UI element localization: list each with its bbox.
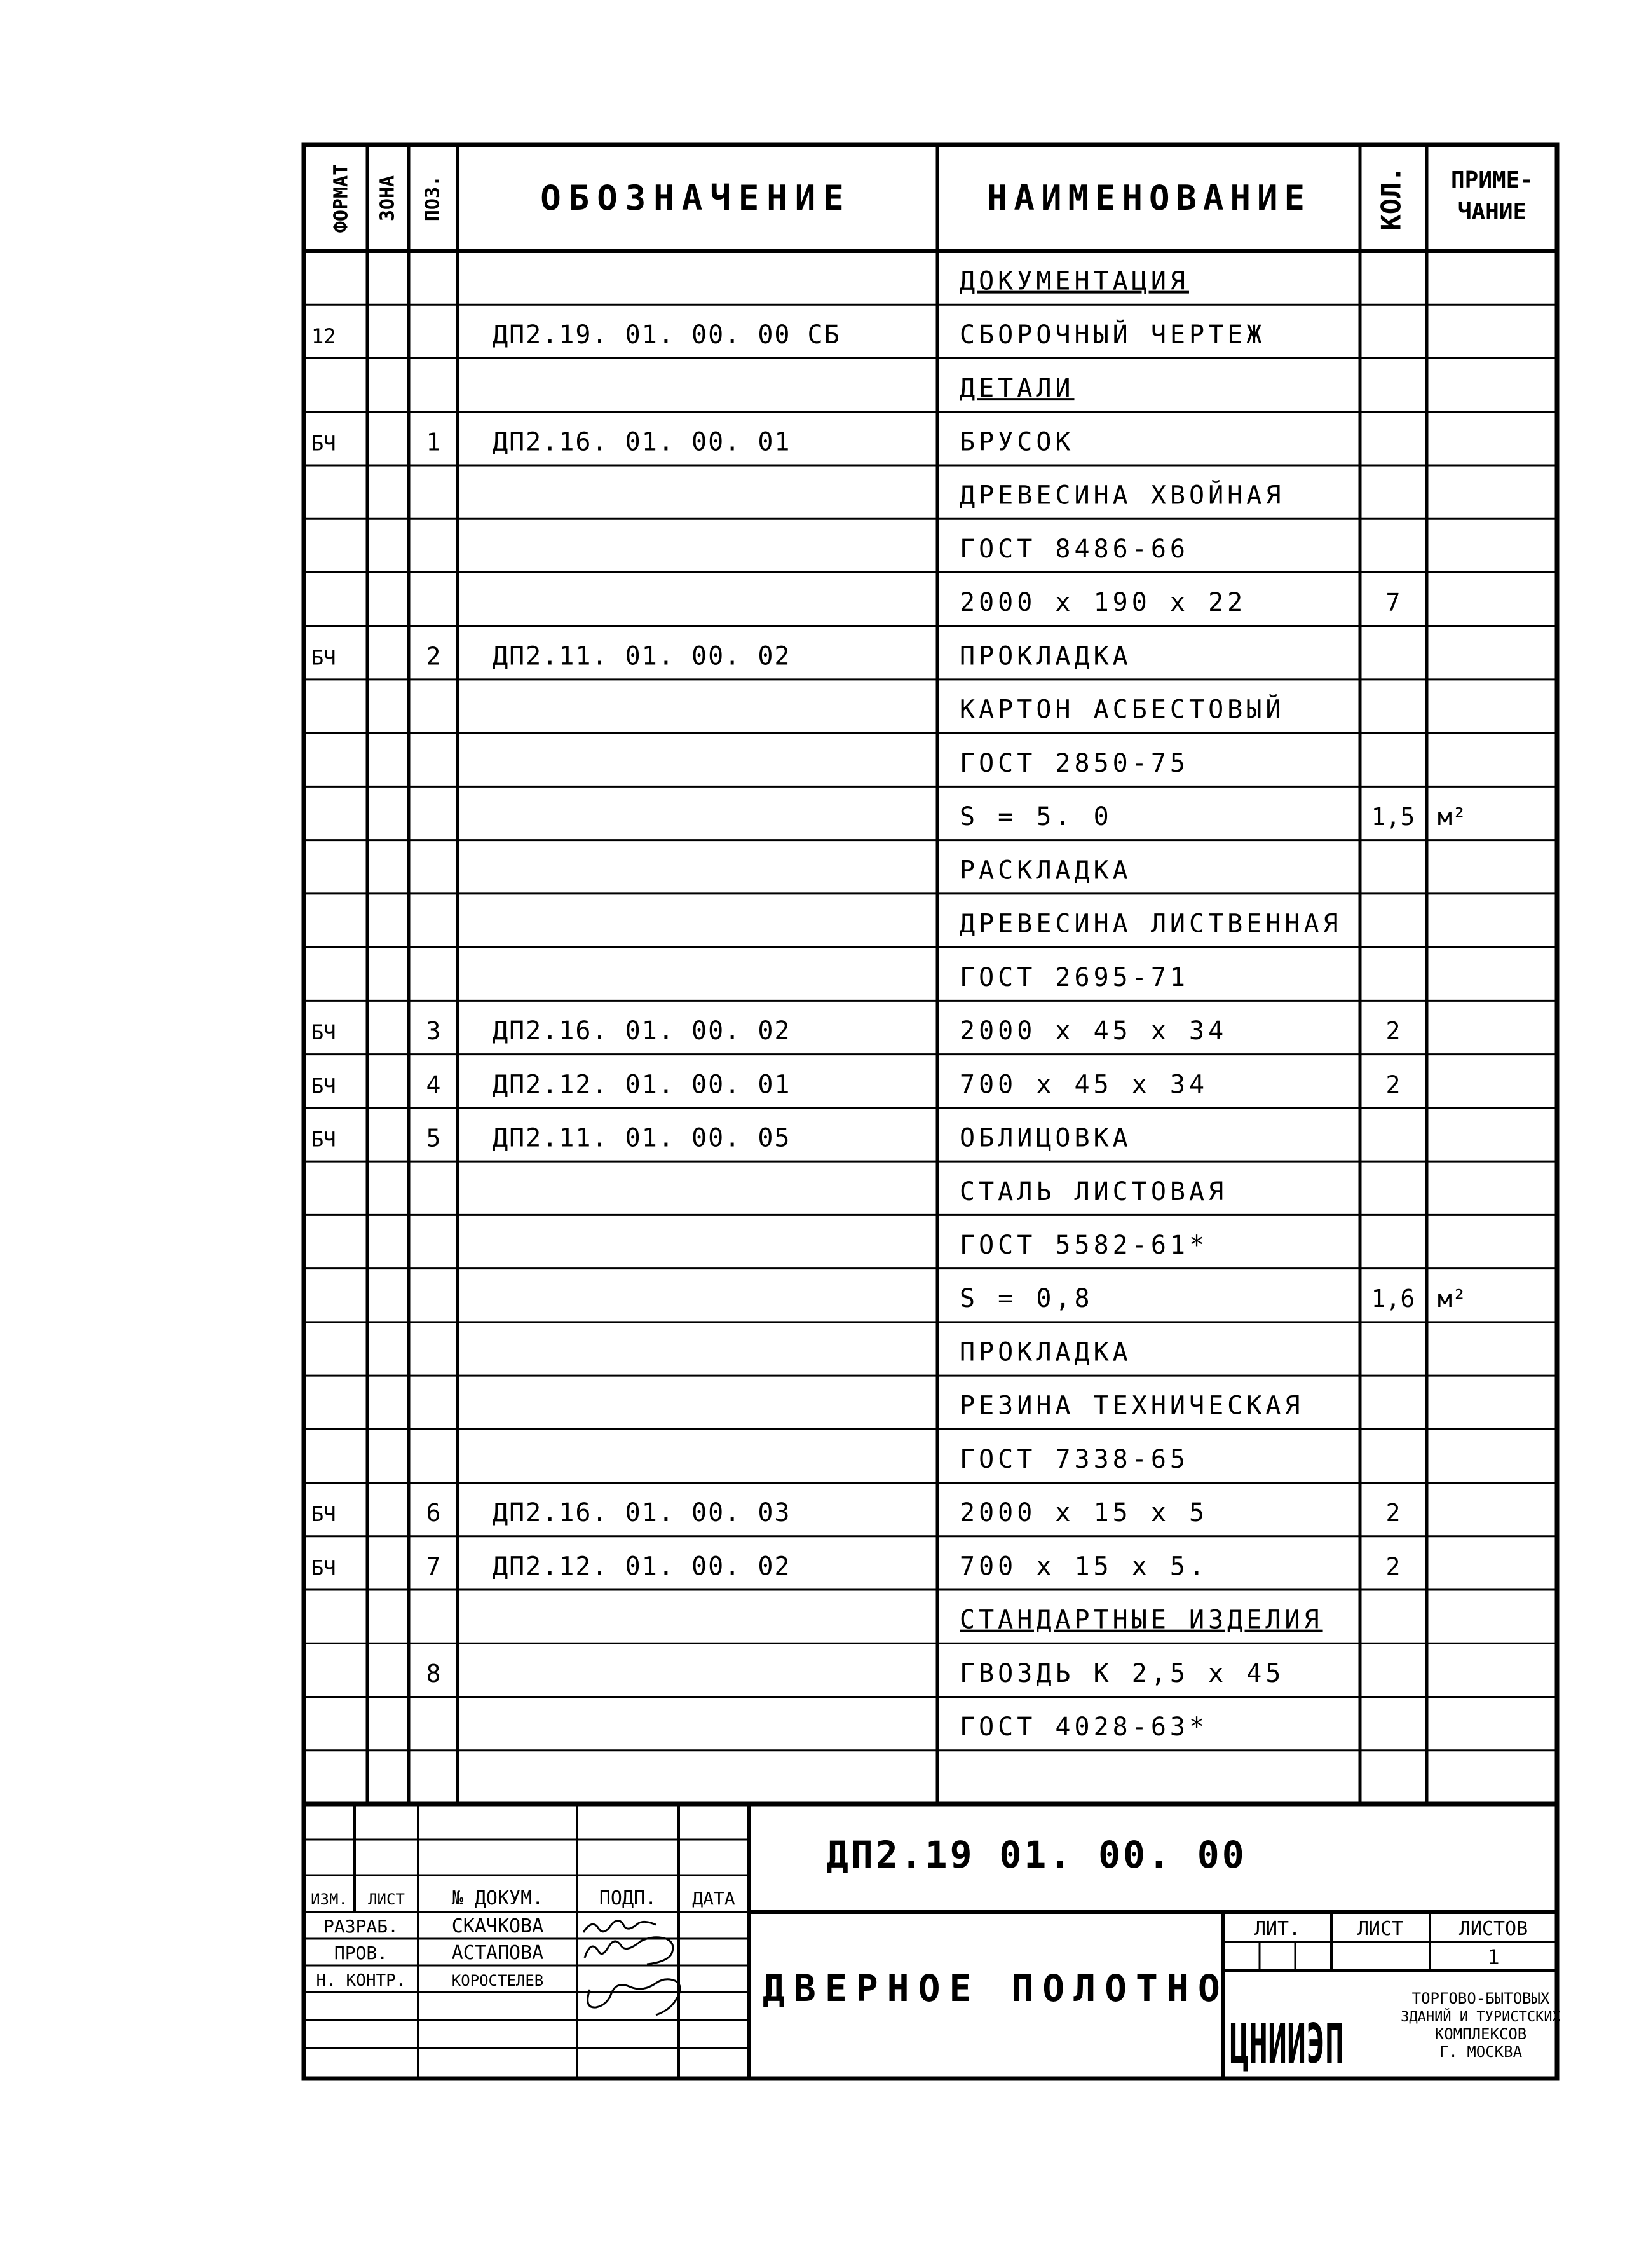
signature-developer <box>583 1920 656 1932</box>
cell-qty: 2 <box>1385 1070 1401 1099</box>
cell-format: БЧ <box>311 1127 336 1152</box>
header-note-line1: ПРИМЕ- <box>1450 167 1534 193</box>
name-checker: АСТАПОВА <box>451 1942 544 1964</box>
table-row <box>960 1337 1132 1367</box>
table-row <box>960 749 1189 778</box>
table-row <box>960 963 1189 992</box>
cell-name: ПРОКЛАДКА <box>960 641 1132 671</box>
cell-name: РАСКЛАДКА <box>960 856 1132 885</box>
cell-name: КАРТОН АСБЕСТОВЫЙ <box>960 695 1285 725</box>
cell-name: 2000 x 15 x 5 <box>960 1498 1209 1528</box>
header-note-line2: ЧАНИЕ <box>1457 199 1527 225</box>
org-line-1: ТОРГОВО-БЫТОВЫХ <box>1411 1990 1550 2007</box>
spec-header <box>330 164 1534 233</box>
cell-pos: 3 <box>426 1017 441 1046</box>
cell-format: БЧ <box>311 431 336 456</box>
cell-designation: ДП2.19. 01. 00. 00 СБ <box>493 320 841 350</box>
table-row <box>960 1712 1208 1742</box>
cell-name: S = 5. 0 <box>960 802 1113 832</box>
table-row <box>960 1445 1189 1474</box>
cell-pos: 6 <box>426 1499 441 1527</box>
cell-pos: 7 <box>426 1552 441 1581</box>
cell-note: м² <box>1438 803 1467 831</box>
cell-pos: 8 <box>426 1659 441 1688</box>
table-row <box>960 535 1189 564</box>
cell-name: СТАЛЬ ЛИСТОВАЯ <box>960 1177 1228 1206</box>
cell-format: БЧ <box>311 1074 336 1098</box>
cell-name: ГОСТ 2850-75 <box>960 748 1189 778</box>
table-row <box>960 1231 1208 1260</box>
table-row <box>426 1659 1285 1688</box>
document-title: ДВЕРНОЕ ПОЛОТНО <box>763 1967 1229 2010</box>
table-row <box>960 856 1132 885</box>
cell-name: ГОСТ 7338-65 <box>960 1444 1189 1474</box>
cell-name: ГВОЗДЬ К 2,5 x 45 <box>960 1658 1285 1688</box>
signatures <box>583 1920 680 2015</box>
org-logo: ЦНИИЭП <box>1230 2012 1344 2076</box>
col-date: ДАТА <box>692 1888 735 1909</box>
sheets-label: ЛИСТОВ <box>1458 1918 1528 1940</box>
cell-qty: 2 <box>1385 1017 1401 1046</box>
cell-format: БЧ <box>311 1502 336 1527</box>
cell-designation: ДП2.11. 01. 00. 02 <box>493 641 791 671</box>
cell-qty: 2 <box>1385 1552 1401 1581</box>
table-row <box>311 319 1265 350</box>
col-list: ЛИСТ <box>368 1890 405 1908</box>
signature-norm-control <box>588 1979 680 2015</box>
header-zone: ЗОНА <box>376 175 399 222</box>
col-izm: ИЗМ. <box>311 1890 348 1908</box>
header-name: НАИМЕНОВАНИЕ <box>986 178 1312 218</box>
cell-qty: 1,6 <box>1371 1285 1415 1313</box>
org-line-4: Г. МОСКВА <box>1439 2043 1523 2061</box>
cell-name: 700 x 15 x 5. <box>960 1552 1209 1581</box>
sheets-value: 1 <box>1487 1945 1500 1969</box>
col-doc: № ДОКУМ. <box>451 1887 544 1909</box>
cell-pos: 2 <box>426 642 441 671</box>
table-row <box>960 1606 1323 1635</box>
cell-designation: ДП2.11. 01. 00. 05 <box>493 1123 791 1153</box>
cell-format: БЧ <box>311 1555 336 1580</box>
org-line-3: КОМПЛЕКСОВ <box>1434 2025 1527 2043</box>
name-developer: СКАЧКОВА <box>451 1915 544 1937</box>
cell-designation: ДП2.16. 01. 00. 01 <box>493 427 791 457</box>
cell-format: 12 <box>311 324 336 348</box>
cell-pos: 4 <box>426 1070 441 1099</box>
table-row <box>311 641 1132 671</box>
table-row <box>311 427 1075 456</box>
table-row <box>311 1552 1400 1581</box>
title-block <box>304 1804 1561 2079</box>
sheet-label: ЛИСТ <box>1357 1918 1404 1940</box>
cell-designation: ДП2.12. 01. 00. 02 <box>493 1552 791 1581</box>
cell-name: СТАНДАРТНЫЕ ИЗДЕЛИЯ <box>960 1605 1323 1635</box>
cell-pos: 1 <box>426 428 441 456</box>
cell-name: СБОРОЧНЫЙ ЧЕРТЕЖ <box>960 320 1266 350</box>
cell-note: м² <box>1438 1285 1467 1313</box>
table-row <box>960 1177 1227 1206</box>
cell-name: ГОСТ 5582-61* <box>960 1230 1209 1260</box>
signature-checker <box>585 1937 673 1964</box>
cell-qty: 2 <box>1385 1499 1401 1527</box>
header-qty: КОЛ. <box>1375 166 1407 231</box>
table-row <box>960 1391 1303 1421</box>
cell-designation: ДП2.16. 01. 00. 03 <box>493 1498 791 1528</box>
name-norm-control: КОРОСТЕЛЕВ <box>451 1972 544 1990</box>
col-sign: ПОДП. <box>599 1887 657 1909</box>
cell-name: ДРЕВЕСИНА ХВОЙНАЯ <box>960 481 1285 510</box>
header-format: ФОРМАТ <box>330 163 353 233</box>
doc-number: ДП2.19 01. 00. 00 <box>826 1833 1247 1876</box>
sheet-frame <box>304 145 1557 2079</box>
org-line-2: ЗДАНИЙ И ТУРИСТСКИХ <box>1401 2009 1561 2025</box>
cell-name: 2000 x 45 x 34 <box>960 1016 1228 1046</box>
table-row <box>960 910 1342 939</box>
cell-format: БЧ <box>311 1020 336 1045</box>
cell-name: ДОКУМЕНТАЦИЯ <box>960 266 1189 296</box>
cell-name: ГОСТ 2695-71 <box>960 962 1189 992</box>
cell-pos: 5 <box>426 1124 441 1152</box>
spec-grid <box>304 145 1557 1804</box>
spec-rows <box>311 267 1467 1742</box>
cell-designation: ДП2.12. 01. 00. 01 <box>493 1070 791 1100</box>
cell-name: ГОСТ 8486-66 <box>960 534 1189 564</box>
header-pos: ПОЗ. <box>421 175 444 222</box>
cell-name: S = 0,8 <box>960 1284 1094 1314</box>
role-norm-control: Н. КОНТР. <box>316 1971 406 1990</box>
cell-name: 2000 x 190 x 22 <box>960 588 1247 618</box>
cell-qty: 7 <box>1385 589 1401 617</box>
table-row <box>311 1070 1400 1099</box>
table-row <box>960 802 1467 831</box>
table-row <box>960 374 1075 403</box>
table-row <box>960 1284 1467 1313</box>
cell-name: ПРОКЛАДКА <box>960 1337 1132 1367</box>
header-designation: ОБОЗНАЧЕНИЕ <box>540 178 852 218</box>
cell-name: РЕЗИНА ТЕХНИЧЕСКАЯ <box>960 1391 1304 1421</box>
cell-name: ГОСТ 4028-63* <box>960 1712 1209 1742</box>
table-row <box>960 480 1284 510</box>
table-row <box>311 1016 1400 1046</box>
cell-name: БРУСОК <box>960 427 1075 457</box>
cell-name: ДЕТАЛИ <box>960 374 1075 404</box>
lit-label: ЛИТ. <box>1254 1918 1301 1940</box>
cell-name: ОБЛИЦОВКА <box>960 1123 1132 1153</box>
cell-name: 700 x 45 x 34 <box>960 1070 1209 1100</box>
table-row <box>960 694 1284 725</box>
table-row <box>960 267 1189 296</box>
cell-designation: ДП2.16. 01. 00. 02 <box>493 1016 791 1046</box>
cell-qty: 1,5 <box>1371 803 1415 831</box>
cell-name: ДРЕВЕСИНА ЛИСТВЕННАЯ <box>960 909 1342 939</box>
role-checker: ПРОВ. <box>334 1943 388 1964</box>
cell-format: БЧ <box>311 645 336 670</box>
table-row <box>960 588 1400 617</box>
role-developer: РАЗРАБ. <box>323 1916 399 1937</box>
table-row <box>311 1498 1400 1527</box>
table-row <box>311 1124 1132 1153</box>
